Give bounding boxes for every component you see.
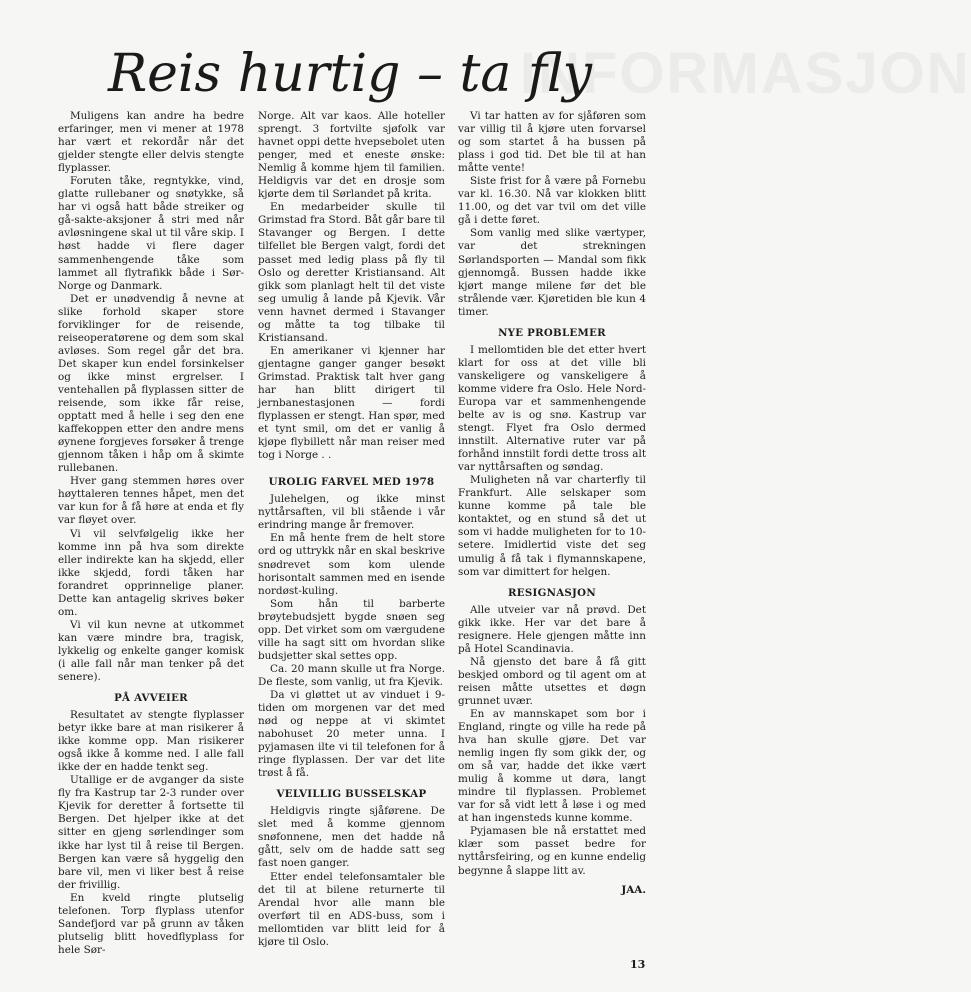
paragraph: Foruten tåke, regntykke, vind, glatte rullebaner og snøtykke, så har vi også hatt både streiker og gå-sakte-aksjoner å stri med når avløsningene skal ut til våre skip. I høst hadde vi flere dager sammenhengende tåke som lammet all flytrafikk både i Sør-Norge og Danmark. bbox=[58, 175, 244, 292]
paragraph: Etter endel telefonsamtaler ble det til at bilene returnerte til Arendal hvor alle mann ble overført til en ADS-buss, som i mellomtiden var blitt leid for å kjøre til Oslo. bbox=[258, 870, 445, 948]
paragraph: Siste frist for å være på Fornebu var kl. 16.30. Nå var klokken blitt 11.00, og det var tvil om det ville gå i dette føret. bbox=[458, 175, 646, 227]
paragraph: Det er unødvendig å nevne at slike forhold skaper store forviklinger for de reisende, reiseoperatørene og dem som skal avløses. Som regel går det bra. Det skaper kun endel forsinkelser og ikke minst ergrelser. I ventehallen på flyplassen sitter de reisende, som ikke får reise, opptatt med å helle i seg den ene kaffekoppen etter den andre mens øynene forgjeves forsøker å trenge gjennom tåken i håp om å skimte rullebanen. bbox=[58, 292, 244, 475]
page-number: 13 bbox=[630, 958, 646, 971]
paragraph: Hver gang stemmen høres over høyttaleren tennes håpet, men det var kun for å få høre at enda et fly var fløyet over. bbox=[58, 475, 244, 527]
section-heading: NYE PROBLEMER bbox=[498, 326, 606, 339]
paragraph: Muligens kan andre ha bedre erfaringer, men vi mener at 1978 har vært et rekordår når det gjelder stengte eller delvis stengte flyplasser. bbox=[58, 110, 244, 175]
section-heading: PÅ AVVEIER bbox=[114, 692, 188, 705]
faded-header-text: INFORMASJON bbox=[520, 41, 971, 106]
paragraph: Vi tar hatten av for sjåføren som var villig til å kjøre uten forvarsel og som startet å ha bussen på plass i god tid. Det ble til at han måtte vente! bbox=[458, 110, 646, 175]
paragraph: En av mannskapet som bor i England, ringte og ville ha rede på hva han skulle gjøre. Det var nemlig ingen fly som gikk der, og om så var, hadde det ikke vært mulig å komme ut døra, langt mindre til flyplassen. Problemet var for så vidt lett å løse i og med at han ingensteds kunne komme. bbox=[458, 707, 646, 825]
paragraph: Vi vil kun nevne at utkommet kan være mindre bra, tragisk, lykkelig og enkelte ganger komisk (i alle fall når man tenker på det senere). bbox=[58, 618, 244, 684]
section-heading: UROLIG FARVEL MED 1978 bbox=[268, 476, 435, 489]
text-column-2 bbox=[258, 110, 445, 949]
text-column-3 bbox=[458, 110, 646, 897]
author-signature: JAA. bbox=[621, 883, 646, 896]
paragraph: Julehelgen, og ikke minst nyttårsaften, vil bli stående i vår erindring mange år fremover. bbox=[258, 493, 445, 532]
paragraph: Utallige er de avganger da siste fly fra Kastrup tar 2-3 runder over Kjevik for deretter å fortsette til Bergen. Det hjelper ikke at det sitter en gjeng sørlendinger som ikke har lyst til å reise til Bergen. Bergen kan være så hyggelig den bare vil, men vi liker best å reise der frivillig. bbox=[58, 774, 244, 891]
paragraph: Da vi gløttet ut av vinduet i 9-tiden om morgenen var det med nød og neppe at vi skimtet nabohuset 20 meter unna. I pyjamasen ilte vi til telefonen for å ringe flyplassen. Der var det lite trøst å få. bbox=[258, 688, 445, 780]
paragraph: En kveld ringte plutselig telefonen. Torp flyplass utenfor Sandefjord var på grunn av tåken plutselig blitt hovedflyplass for hele Sør- bbox=[58, 891, 244, 956]
paragraph: Norge. Alt var kaos. Alle hoteller sprengt. 3 fortvilte sjøfolk var havnet oppi dette hvepsebolet uten penger, med et eneste ønske: Nemlig å komme hjem til familien. Heldigvis var det en drosje som kjørte dem til Sørlandet på krita. bbox=[258, 110, 445, 201]
paragraph: Pyjamasen ble nå erstattet med klær som passet bedre for nyttårsfeiring, og en kunne endelig begynne å slappe litt av. bbox=[458, 825, 646, 877]
paragraph: Muligheten nå var charterfly til Frankfurt. Alle selskaper som kunne komme på tale ble kontaktet, og en stund så det ut som vi hadde muligheten for to 10-setere. Imidlertid viste det seg umulig å få tak i flymannskapene, som var dimittert for helgen. bbox=[458, 474, 646, 578]
paragraph: Som hån til barberte brøytebudsjett bygde snøen seg opp. Det virket som om værgudene ville ha sagt sitt om hvordan slike budsjetter skal settes opp. bbox=[258, 597, 445, 662]
paragraph: Alle utveier var nå prøvd. Det gikk ikke. Her var det bare å resignere. Hele gjengen måtte inn på Hotel Scandinavia. bbox=[458, 603, 646, 655]
paragraph: En medarbeider skulle til Grimstad fra Stord. Båt går bare til Stavanger og Bergen. I dette tilfellet ble Bergen valgt, fordi det passet med ledig plass på fly til Oslo og deretter Kristiansand. Alt gikk som planlagt helt til det viste seg umulig å lande på Kjevik. Vår venn havnet dermed i Stavanger og måtte ta tog tilbake til Kristiansand. bbox=[258, 201, 445, 344]
paragraph: Nå gjensto det bare å få gitt beskjed ombord og til agent om at reisen måtte utsettes et døgn grunnet uvær. bbox=[458, 655, 646, 707]
paragraph: En amerikaner vi kjenner har gjentagne ganger ganger besøkt Grimstad. Praktisk talt hver gang har han blitt dirigert til jernbanestasjonen — fordi flyplassen er stengt. Han spør, med et tynt smil, om det er vanlig å kjøpe flybillett når man reiser med tog i Norge . . bbox=[258, 344, 445, 462]
paragraph: Resultatet av stengte flyplasser betyr ikke bare at man risikerer å ikke komme opp. Man risikerer også ikke å komme ned. I alle fall ikke der en hadde tenkt seg. bbox=[58, 709, 244, 774]
paragraph: En må hente frem de helt store ord og uttrykk når en skal beskrive snødrevet som kom ulende horisontalt sammen med en isende nordøst-kuling. bbox=[258, 532, 445, 597]
text-column-1 bbox=[58, 110, 244, 957]
paragraph: Ca. 20 mann skulle ut fra Norge. De fleste, som vanlig, ut fra Kjevik. bbox=[258, 662, 445, 688]
section-heading: RESIGNASJON bbox=[508, 586, 596, 599]
paragraph: Heldigvis ringte sjåførene. De slet med å komme gjennom snøfonnene, men det hadde nå gått, selv om de hadde satt seg fast noen ganger. bbox=[258, 805, 445, 870]
section-heading: VELVILLIG BUSSELSKAP bbox=[276, 788, 427, 801]
paragraph: Vi vil selvfølgelig ikke her komme inn på hva som direkte eller indirekte kan ha skjedd, eller ikke skjedd, fordi tåken har forandret opprinnelige planer. Dette kan antagelig skrives bøker om. bbox=[58, 527, 244, 618]
article-title: Reis hurtig – ta fly bbox=[108, 44, 592, 104]
paragraph: I mellomtiden ble det etter hvert klart for oss at det ville bli vanskeligere og vanskeligere å komme videre fra Oslo. Hele Nord-Europa var et sammenhengende belte av is og snø. Kastrup var stengt. Flyet fra Oslo dermed innstilt. Alternative ruter var på forhånd innstilt fordi dette tross alt var nyttårsaften og søndag. bbox=[458, 343, 646, 474]
paragraph: Som vanlig med slike værtyper, var det strekningen Sørlandsporten — Mandal som fikk gjennomgå. Bussen hadde ikke kjørt mange milene før det ble strålende vær. Kjøretiden ble kun 4 timer. bbox=[458, 227, 646, 318]
